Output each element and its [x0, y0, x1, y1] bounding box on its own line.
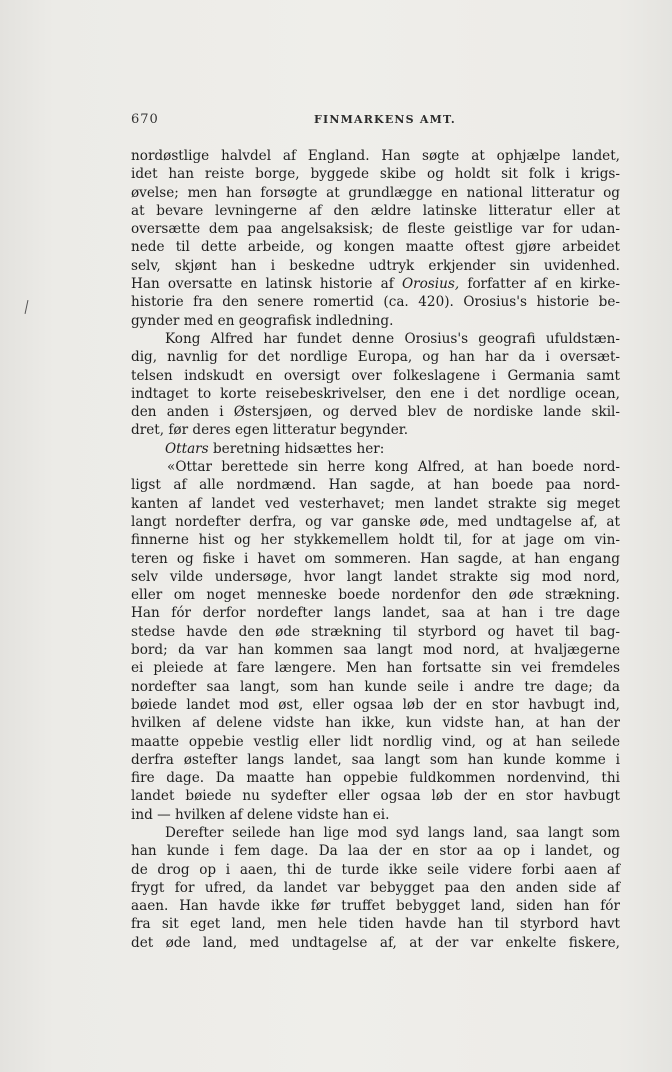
- running-title: FINMARKENS AMT.: [314, 113, 456, 126]
- text-line: nordefter saa langt, som han kunde seile i andre tre dage; da: [131, 678, 620, 695]
- text-line: Ottars beretning hidsættes her:: [165, 440, 385, 457]
- text-line: landet bøiede nu sydefter eller ogsaa løb der en stor havbugt: [131, 788, 620, 805]
- text-line: det øde land, med undtagelse af, at der var enkelte fiskere,: [131, 934, 620, 951]
- page-number: 670: [131, 112, 159, 127]
- text-line: selv vilde undersøge, hvor langt landet strakte sig mod nord,: [131, 568, 620, 585]
- paragraph-ottar-intro: [131, 440, 620, 458]
- body-text: [131, 147, 620, 952]
- text-line: eller om noget menneske boede nordenfor den øde strækning.: [131, 587, 620, 604]
- text-line: nordøstlige halvdel af England. Han søgte at ophjælpe landet,: [131, 148, 620, 164]
- text-line: maatte oppebie vestlig eller lidt nordlig vind, og at han seilede: [131, 733, 620, 750]
- text-line: Han oversatte en latinsk historie af Orosius, forfatter af en kirke-: [131, 276, 621, 293]
- text-line: teren og fiske i havet om sommeren. Han sagde, at han engang: [131, 550, 620, 567]
- text-line: Kong Alfred har fundet denne Orosius's geografi ufuldstæn-: [165, 330, 620, 347]
- text-line: frygt for ufred, da landet var bebygget paa den anden side af: [131, 879, 620, 896]
- text-line: nede til dette arbeide, og kongen maatte oftest gjøre arbeidet: [131, 239, 620, 256]
- text-line: fra sit eget land, men hele tiden havde han til styrbord havt: [131, 916, 620, 933]
- text-line: idet han reiste borge, byggede skibe og holdt sit folk i krigs-: [131, 166, 620, 183]
- text-line: historie fra den senere romertid (ca. 420). Orosius's historie be-: [131, 294, 620, 311]
- text-line: oversætte dem paa angelsaksisk; de fleste geistlige var for udan-: [131, 221, 620, 238]
- emphasis-ottars: Ottars: [165, 440, 209, 457]
- text-line: bord; da var han kommen saa langt mod nord, at hvaljægerne: [131, 642, 620, 659]
- text-line: dig, navnlig for det nordlige Europa, og han har da i oversæt-: [131, 349, 620, 366]
- text-line: Han fór derfor nordefter langs landet, saa at han i tre dage: [131, 605, 620, 622]
- text-line: derfra østefter langs landet, saa langt som han kunde komme i: [131, 751, 620, 768]
- emphasis-orosius: Orosius,: [401, 276, 460, 293]
- text-line: øvelse; men han forsøgte at grundlægge en national litteratur og: [131, 184, 620, 201]
- text-line: dret, før deres egen litteratur begynder.: [131, 422, 409, 439]
- text-line: de drog op i aaen, thi de turde ikke seile videre forbi aaen af: [131, 861, 620, 878]
- text-line: kanten af landet ved vesterhavet; men landet strakte sig meget: [131, 495, 620, 512]
- paragraph-alfred-reign: [131, 147, 620, 330]
- text-line: hvilken af delene vidste han ikke, kun vidste han, at han der: [131, 715, 620, 732]
- text-line: fire dage. Da maatte han oppebie fuldkommen nordenvind, thi: [131, 770, 620, 787]
- text-line: han kunde i fem dage. Da laa der en stor aa op i landet, og: [131, 843, 620, 860]
- paragraph-voyage-south: [131, 824, 620, 952]
- text-line: telsen indskudt en oversigt over folkeslagene i Germania samt: [131, 367, 620, 384]
- text-line: indtaget to korte reisebeskrivelser, den ene i det nordlige ocean,: [131, 385, 620, 402]
- paragraph-orosius-geography: [131, 330, 620, 440]
- text-line: Derefter seilede han lige mod syd langs land, saa langt som: [165, 824, 620, 841]
- paragraph-ottar-account: [131, 458, 620, 824]
- text-line: langt nordefter derfra, og var ganske øde, med undtagelse af, at: [131, 513, 620, 530]
- text-line: finnerne hist og her stykkemellem holdt til, for at jage om vin-: [131, 532, 620, 549]
- text-line: bøiede landet mod øst, eller ogsaa løb der en stor havbugt ind,: [131, 696, 620, 713]
- text-line: at bevare levningerne af den ældre latinske litteratur eller at: [131, 202, 620, 219]
- margin-pencil-mark: [25, 300, 29, 314]
- text-line: selv, skjønt han i beskedne udtryk erkjender sin uvidenhed.: [131, 257, 620, 274]
- page-header: [131, 106, 621, 130]
- text-line: ind — hvilken af delene vidste han ei.: [131, 806, 390, 823]
- text-line: gynder med en geografisk indledning.: [131, 312, 394, 329]
- text-line: «Ottar berettede sin herre kong Alfred, at han boede nord-: [167, 459, 620, 476]
- text-line: ei pleiede at fare længere. Men han fortsatte sin vei fremdeles: [131, 660, 620, 677]
- text-line: stedse havde den øde strækning til styrbord og havet til bag-: [131, 623, 620, 640]
- text-line: ligst af alle nordmænd. Han sagde, at han boede paa nord-: [131, 477, 620, 494]
- text-line: aaen. Han havde ikke før truffet bebygget land, siden han fór: [131, 898, 620, 915]
- text-line: den anden i Østersjøen, og derved blev de nordiske lande skil-: [131, 404, 620, 421]
